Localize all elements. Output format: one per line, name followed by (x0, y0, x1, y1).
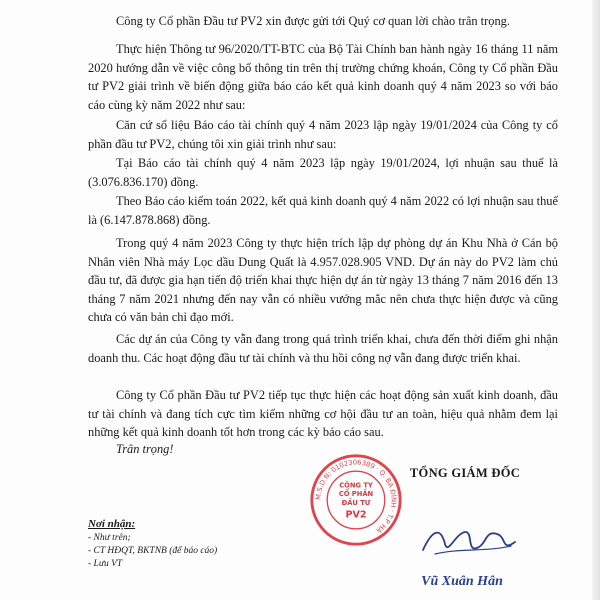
page-edge-shadow (592, 0, 600, 600)
handwritten-signature (415, 522, 525, 562)
seal-line-4: PV2 (345, 509, 367, 521)
q4-2023-result-paragraph: Tại Báo cáo tài chính quý 4 năm 2023 lập ngày 19/01/2024, lợi nhuận sau thuế là (3.076.836.170) đồng. (88, 156, 558, 189)
circular-paragraph: Thực hiện Thông tư 96/2020/TT-BTC của Bộ Tài Chính ban hành ngày 16 tháng 11 năm 2020 hướng dẫn về việc công bố thông tin trên thị trường chứng khoán, Công ty Cổ phần Đầu tư PV2 giải trình về biến động giữa báo cáo kết quả kinh doanh quý 4 năm 2023 so với báo cáo cùng kỳ năm 2022 như sau: (88, 42, 558, 112)
projects-paragraph: Các dự án của Công ty vẫn đang trong quá trình triển khai, chưa đến thời điểm ghi nhận doanh thu. Các hoạt động đầu tư tài chính và thu hồi công nợ vẫn đang được triển khai. (88, 332, 558, 365)
audit-2022-paragraph: Theo Báo cáo kiểm toán 2022, kết quả kinh doanh quý 4 năm 2022 có lợi nhuận sau thuế là (6.147.878.868) đồng. (88, 194, 558, 227)
recipient-line: - CT HĐQT, BKTNB (để báo cáo) (88, 546, 218, 556)
recipient-line: - Như trên; (88, 533, 131, 543)
provision-paragraph: Trong quý 4 năm 2023 Công ty thực hiện trích lập dự phòng dự án Khu Nhà ở Cán bộ Nhân viên Nhà máy Lọc dầu Dung Quất là 4.957.028.905 VND. Dự án này do PV2 làm chủ đầu tư, đã được gia hạn tiến độ triển khai thực hiện dự án từ ngày 13 tháng 7 năm 2016 đến 13 tháng 7 năm 2021 nhưng đến nay vẫn có nhiều vướng mắc nên chưa thực hiện được và cũng chưa có văn bản chỉ đạo mới. (88, 236, 558, 324)
seal-line-2: CỔ PHẦN (338, 490, 374, 499)
signer-name: Vũ Xuân Hân (421, 574, 503, 589)
director-title: TỔNG GIÁM ĐỐC (409, 466, 521, 480)
recipients-title: Nơi nhận: (88, 518, 136, 530)
closing-text: Trân trọng! (116, 442, 174, 456)
outlook-paragraph: Công ty Cổ phần Đầu tư PV2 tiếp tục thực hiện các hoạt động sản xuất kinh doanh, đầu tư tài chính và đang tích cực tìm kiếm những cơ hội đầu tư an toàn, hiệu quả nhằm đem lại những kết quả kinh doanh tốt hơn trong các kỳ báo cáo sau. (88, 388, 558, 439)
seal-ring-text: M.S.D.N: 0102306389 · Q. BA ĐÌNH · T.P HÀ (314, 458, 398, 535)
seal-line-3: ĐẦU TƯ (341, 498, 371, 507)
greeting-paragraph: Công ty Cổ phần Đầu tư PV2 xin được gửi tới Quý cơ quan lời chào trân trọng. (116, 14, 510, 28)
basis-paragraph: Căn cứ số liệu Báo cáo tài chính quý 4 năm 2023 lập ngày 19/01/2024 của Công ty cổ phần đầu tư PV2, chúng tôi xin giải trình như sau: (88, 118, 558, 151)
seal-line-1: CÔNG TY (339, 481, 373, 490)
recipient-line: - Lưu VT (88, 559, 123, 569)
recipients-block (88, 518, 308, 571)
